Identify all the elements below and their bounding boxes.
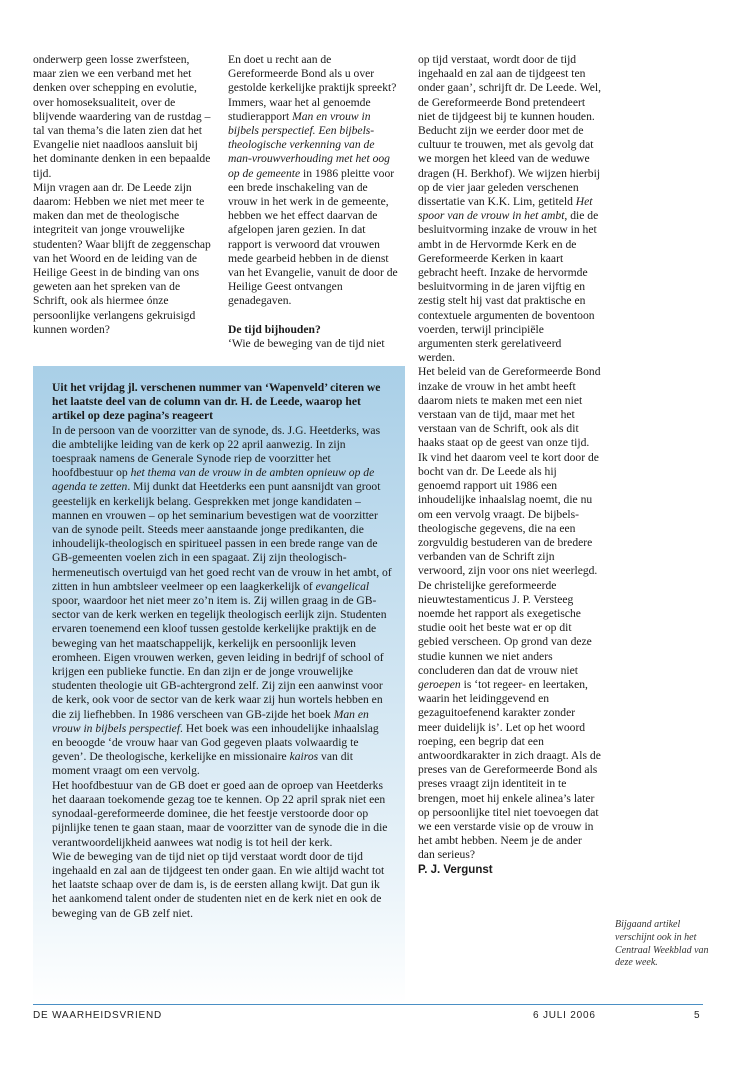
author-signature: P. J. Vergunst [418, 863, 493, 876]
side-note: Bijgaand artikel verschijnt ook in het Centraal Weekblad van deze week. [615, 919, 709, 969]
book-title: Man en vrouw in bijbels perspectief. Een bijbels-theologische verkenning van de man-vrouwverhouding met het oog op de gemeente [228, 109, 390, 180]
paragraph: Wie de beweging van de tijd niet op tijd verstaat wordt door de tijd ingehaald en zal aan de tijdgeest ten onder gaan. En wie altijd wacht tot het laatste schaap over de dam is, is de eersten allang kwijt. Dat gun ik het aankomend talent onder de studenten niet en de kerk niet en ook de beweging van de GB zelf niet. [52, 849, 385, 920]
paragraph [418, 53, 601, 365]
text: van dit moment vraagt om een vervolg. [52, 750, 353, 778]
text: Het beleid van de Gereformeerde Bond inzake de vrouw in het ambt heeft daarom niets te maken met een niet verstaan van de tijd, maar met het verstaan van de Schrift, ook als dit haaks staat op de geest van onze tijd. Ik vind het daarom veel te kort door de bocht van dr. De Leede als hij genoemd rapport uit 1986 een inhoudelijke inhaalslag noemt, die nu om een vervolg vraagt. De bijbels-theologische gegevens, die na een zorgvuldig bestuderen van de bredere verbanden van de Schrift zijn verwoord, zijn voor ons niet weerlegd. De christelijke gereformeerde nieuwtestamenticus J. P. Versteeg noemde het rapport als exegetische studie ooit het beste wat er op dit gebied verscheen. Op grond van deze studie kunnen we niet anders concluderen dan dat de vrouw niet [418, 365, 601, 677]
text: op tijd verstaat, wordt door de tijd ingehaald en zal aan de tijdgeest ten onder gaan’, schrijft dr. De Leede. Wel, de Gereformeerde Bond pretendeert niet de tijdgeest bij te kunnen houden. Beducht zijn we eerder door met de cultuur te trouwen, met als gevolg dat we morgen het kleed van de weduwe dragen (H. Berkhof). We wijzen hierbij op de vier jaar geleden verschenen dissertatie van K.K. Lim, getiteld [418, 53, 601, 209]
quote-box [52, 381, 392, 921]
emphasis: evangelical [315, 579, 370, 593]
text: spoor, waardoor het niet meer zo’n item is. Zij willen graag in de GB-sector van de kerk werken en tegelijk theologisch eerlijk zijn. Studenten ervaren toenemend een kloof tussen gestolde kerkelijke praktijk en de beweging van het maatschappelijk, kerkelijk en persoonlijk leven eromheen. Eigen vrouwen werken, geven leiding in bedrijf of school of krijgen een publieke functie. En dan zijn er de jonge vrouwelijke studenten theologie uit GB-achtergrond zelf. Zij zijn een aanwinst voor de kerk, ook voor de sector van de kerk waar zij hun wortels hebben en die zij liefhebben. In 1986 verscheen van GB-zijde het boek [52, 594, 387, 721]
page-number: 5 [694, 1010, 701, 1021]
paragraph: Het hoofdbestuur van de GB doet er goed aan de oproep van Heetderks het daaraan toekomende gezag toe te kennen. Op 22 april sprak niet een synodaal-gereformeerde dominee, die het feestje verstoorde door op pijnlijke tenen te gaan staan, maar de voorzitter van de synode die in die verantwoordelijkheid aanwees wat nodig is tot heil der kerk. [52, 778, 388, 849]
footer-publication: DE WAARHEIDSVRIEND [33, 1010, 163, 1021]
footer-rule [33, 1004, 703, 1005]
footer-date: 6 JULI 2006 [533, 1010, 596, 1021]
quote-box-lead: Uit het vrijdag jl. verschenen nummer van ‘Wapenveld’ citeren we het laatste deel van de column van dr. H. de Leede, waarop het artikel op deze pagina’s reageert [52, 381, 381, 423]
emphasis: het thema van de vrouw in de ambten opnieuw op de agenda te zetten [52, 466, 375, 494]
paragraph: Mijn vragen aan dr. De Leede zijn daarom: Hebben we niet met meer te maken dan met de theologische integriteit van jonge vrouwelijke studenten? Waar blijft de zeggenschap van het Woord en de leiding van de Heilige Geest in de binding van ons geweten aan het spreken van de Schrift, ook als hiermee ónze persoonlijke verlangens gekruisigd kunnen worden? [33, 180, 211, 336]
text: . Mij dunkt dat Heetderks een punt aansnijdt van groot geestelijk en kerkelijk belang. Gesprekken met jonge kandidaten – mannen en vrouwen – op het seminarium bevestigen wat de voorzitter van de synode peilt. Steeds meer aanstaande jonge predikanten, die inhoudelijk-theologisch en spiritueel passen in een brede range van de GB-gemeenten voelen zich in een spagaat. Zij zijn theologisch-hermeneutisch overtuigd van het goed recht van de vrouw in het ambt, of zitten in hun ambtsleer veelmeer op een laagkerkelijk of [52, 480, 392, 593]
text: in 1986 pleitte voor een brede inschakeling van de vrouw in het werk in de gemeente, hebben we het effect daarvan de afgelopen jaren gezien. In dat rapport is verwoord dat vrouwen mede gearbeid hebben in de dienst van het Evangelie, vanuit de door de Heilige Geest ontvangen genadegaven. [228, 166, 398, 308]
column-middle [228, 53, 398, 351]
paragraph: onderwerp geen losse zwerfsteen, maar zien we een verband met het denken over schepping en evolutie, over homoseksualiteit, over de blijvende waardering van de rustdag – tal van thema’s die laten zien dat het Evangelie niet naadloos aansluit bij het dominante denken in een bepaalde tijd. [33, 53, 211, 180]
paragraph: ‘Wie de beweging van de tijd niet [228, 336, 385, 350]
book-title: Man en vrouw in bijbels perspectief [52, 707, 369, 735]
paragraph [228, 53, 398, 309]
book-title: Het spoor van de vrouw in het ambt [418, 195, 593, 223]
column-left [33, 53, 213, 337]
emphasis: kairos [289, 750, 319, 764]
text: . Het boek was een inhoudelijke inhaalslag en beoogde ‘de vrouw haar van God gegeven plaats volwaardig te geven’. De theologische, kerkelijke en missionaire [52, 721, 379, 764]
text: is ‘tot regeer- en leertaken, waarin het leidinggevend en gezaguitoefenend karakter zonder meer duidelijk is’. Let op het woord roeping, een begrip dat een antwoordkarakter in zich draagt. Als de preses van de Gereformeerde Bond als preses vraagt zijn identiteit in te brengen, moet hij enkele alinea’s later op persoonlijke titel niet toevoegen dat we een verstarde visie op de vrouw in het ambt hebben. Neem je de ander dan serieus? [418, 677, 601, 862]
text: , die de besluitvorming inzake de vrouw in het ambt in de Hervormde Kerk en de Gereformeerde Kerken in kaart gebracht heeft. Inzake de hervormde besluitvorming in de jaren vijftig en zestig stelt hij vast dat praktische en contextuele argumenten de boventoon voerden, terwijl principiële argumenten sterk gerelativeerd werden. [418, 209, 599, 365]
emphasis: geroepen [418, 677, 461, 691]
paragraph [418, 365, 601, 862]
text: In de persoon van de voorzitter van de synode, ds. J.G. Heetderks, was die ambtelijke leiding van de kerk op 22 april aanwezig. In zijn toespraak namens de Generale Synode riep de voorzitter het hoofdbestuur op [52, 423, 381, 480]
column-right [418, 53, 601, 877]
paragraph [52, 424, 392, 779]
section-heading: De tijd bijhouden? [228, 322, 321, 336]
text: En doet u recht aan de Gereformeerde Bond als u over gestolde kerkelijke praktijk spreekt? Immers, waar het al genoemde studierapport [228, 53, 397, 123]
